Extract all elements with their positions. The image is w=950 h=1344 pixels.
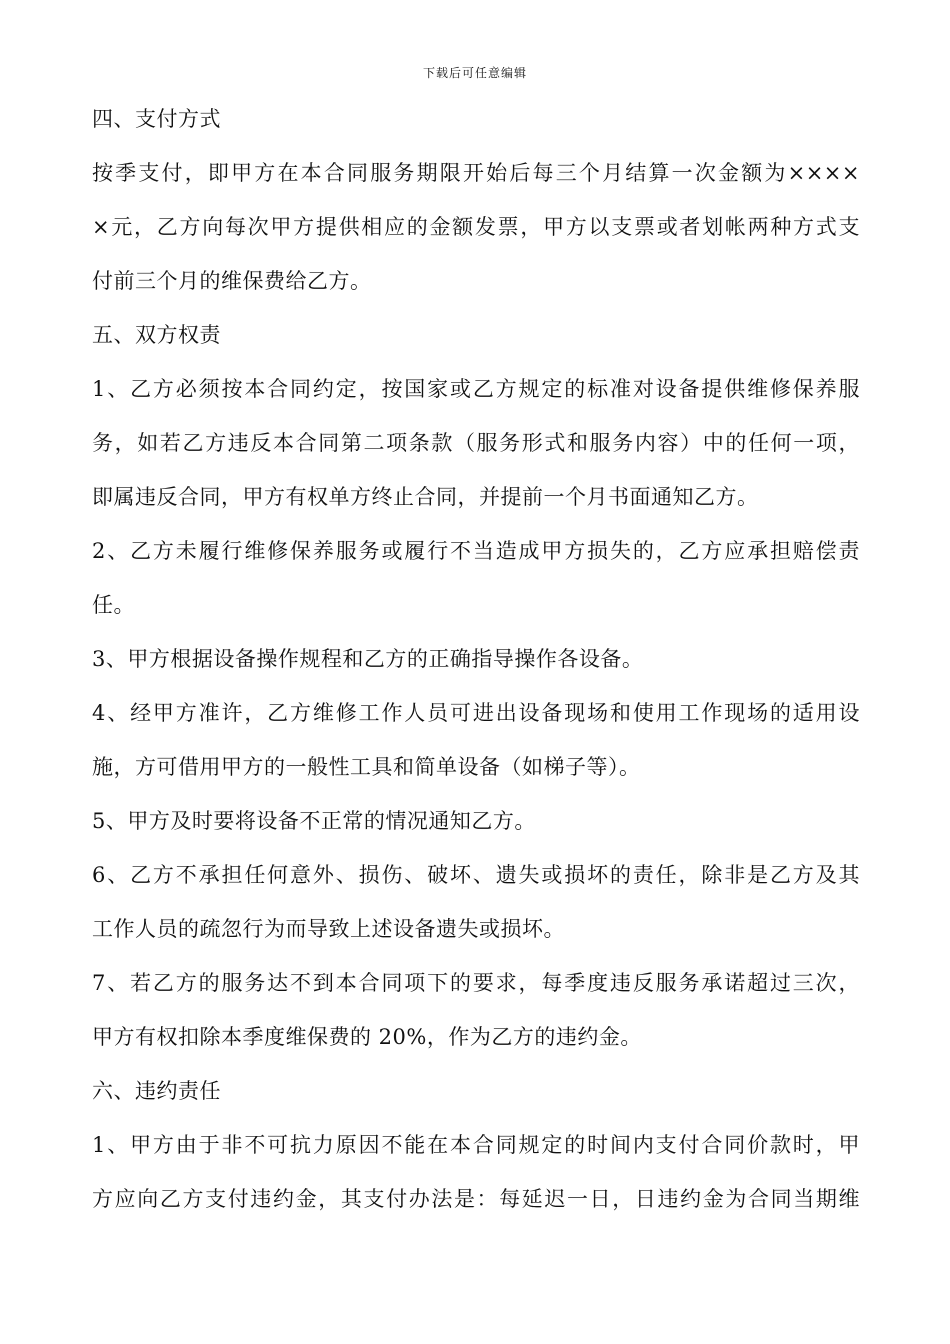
section-heading-rights: 五、双方权责: [92, 323, 221, 347]
paragraph-line: 7、若乙方的服务达不到本合同项下的要求，每季度违反服务承诺超过三次，: [92, 971, 860, 995]
paragraph-line: 甲方有权扣除本季度维保费的 20%，作为乙方的违约金。: [92, 1025, 642, 1049]
paragraph-line: 付前三个月的维保费给乙方。: [92, 269, 372, 293]
page-header: 下载后可任意编辑: [422, 66, 527, 80]
section-heading-liability: 六、违约责任: [92, 1079, 221, 1103]
paragraph-line: 1、乙方必须按本合同约定，按国家或乙方规定的标准对设备提供维修保养服: [92, 377, 860, 401]
paragraph-line: 1、甲方由于非不可抗力原因不能在本合同规定的时间内支付合同价款时，甲: [92, 1133, 860, 1157]
paragraph-line: 任。: [92, 593, 135, 617]
paragraph-line: 4、经甲方准许，乙方维修工作人员可进出设备现场和使用工作现场的适用设: [92, 701, 860, 725]
paragraph-line: 方应向乙方支付违约金，其支付办法是：每延迟一日，日违约金为合同当期维: [92, 1187, 860, 1211]
document-body: [92, 92, 860, 1226]
paragraph-line: ×元，乙方向每次甲方提供相应的金额发票，甲方以支票或者划帐两种方式支: [92, 215, 860, 239]
paragraph-line: 按季支付，即甲方在本合同服务期限开始后每三个月结算一次金额为××××: [92, 161, 860, 185]
paragraph-line: 务，如若乙方违反本合同第二项条款（服务形式和服务内容）中的任何一项，: [92, 431, 860, 455]
paragraph-line: 6、乙方不承担任何意外、损伤、破坏、遗失或损坏的责任，除非是乙方及其: [92, 863, 860, 887]
paragraph-line: 施，方可借用甲方的一般性工具和简单设备（如梯子等）。: [92, 755, 641, 779]
paragraph-line: 3、甲方根据设备操作规程和乙方的正确指导操作各设备。: [92, 647, 644, 671]
paragraph-line: 2、乙方未履行维修保养服务或履行不当造成甲方损失的，乙方应承担赔偿责: [92, 539, 860, 563]
paragraph-line: 5、甲方及时要将设备不正常的情况通知乙方。: [92, 809, 536, 833]
section-heading-payment: 四、支付方式: [92, 107, 221, 131]
paragraph-line: 工作人员的疏忽行为而导致上述设备遗失或损坏。: [92, 917, 565, 941]
paragraph-line: 即属违反合同，甲方有权单方终止合同，并提前一个月书面通知乙方。: [92, 485, 759, 509]
